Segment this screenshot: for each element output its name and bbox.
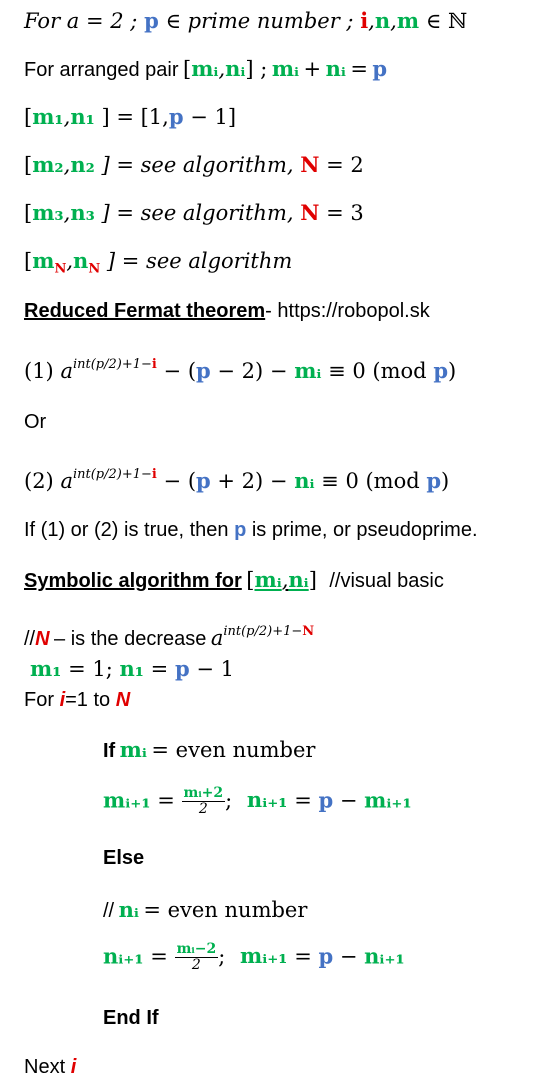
pair-2-line: [m₂,n₂ ] = see algorithm, N = 2 (24, 152, 364, 177)
next-line: Next i (24, 1056, 77, 1078)
endif-line: End If (103, 1007, 159, 1029)
equation-1: (1) $a^{int(p/2)+1-i} - (p - 2)$ − mᵢ ≡ 0 (mod p) (24, 357, 457, 383)
heading-title: Reduced Fermat theorem (24, 300, 266, 322)
pair-3-line: [m₃,n₃ ] = see algorithm, N = 3 (24, 200, 364, 225)
else-line: Else (103, 847, 145, 869)
source-url[interactable]: https://robopol.sk (277, 300, 430, 322)
if-line: If mᵢ = even number (103, 737, 316, 762)
init-line: m₁ = 1; n₁ = p − 1 (30, 656, 234, 681)
even-m-assignment: mᵢ₊₁ = $\frac{\text{mᵢ+2}}{2}$ ; nᵢ₊₁ = p − mᵢ₊₁ (103, 785, 412, 818)
pair-1-line: [m₁,n₁ ] = [1,p − 1] (24, 104, 237, 129)
conclusion-line: If (1) or (2) is true, then p is prime, or pseudoprime. (24, 519, 478, 541)
decrease-comment: //N – is the decrease $a^{int(p/2)+1-N}$ (24, 624, 315, 650)
or-text: Or (24, 411, 47, 433)
else-comment: // nᵢ = even number (103, 897, 308, 922)
pair-N-line: [$m_N,n_N$ ] = see algorithm (24, 248, 293, 277)
even-n-assignment: nᵢ₊₁ = $\frac{\text{mᵢ−2}}{2}$ ; mᵢ₊₁ = p − nᵢ₊₁ (103, 941, 405, 974)
for-line: For i=1 to N (24, 689, 131, 711)
definition-line: For a = 2 ; p ∈ prime number ; i,n,m ∈ ℕ (24, 8, 468, 33)
equation-2: (2) $a^{int(p/2)+1-i} - (p + 2)$ − nᵢ ≡ 0 (mod p) (24, 467, 450, 493)
arranged-pair-line: For arranged pair [mᵢ,nᵢ] ; mᵢ + nᵢ = p (24, 56, 388, 81)
fermat-heading: Reduced Fermat theorem- https://robopol.sk (24, 300, 430, 322)
algorithm-heading: Symbolic algorithm for [mᵢ,nᵢ] //visual basic (24, 567, 444, 592)
